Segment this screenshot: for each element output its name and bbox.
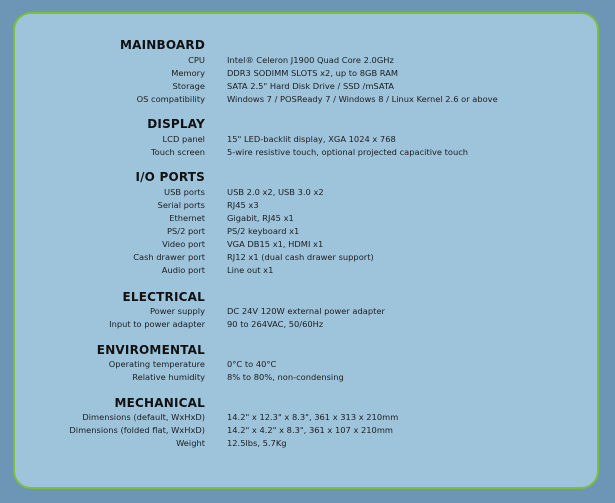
spec-label: Ethernet xyxy=(169,213,205,223)
spec-row-memory xyxy=(0,68,615,81)
spec-value: DC 24V 120W external power adapter xyxy=(227,306,385,316)
spec-row-touch-screen xyxy=(0,147,615,160)
spec-label: Cash drawer port xyxy=(133,252,205,262)
spec-value: 12.5lbs, 5.7Kg xyxy=(227,438,287,448)
spec-row-usb-ports xyxy=(0,187,615,200)
section-title-environmental: ENVIROMENTAL xyxy=(96,343,205,357)
spec-label: Video port xyxy=(162,239,205,249)
spec-value: Intel® Celeron J1900 Quad Core 2.0GHz xyxy=(227,55,394,65)
spec-row-dimensions-folded xyxy=(0,425,615,438)
spec-label: Dimensions (default, WxHxD) xyxy=(82,412,205,422)
spec-value: Line out x1 xyxy=(227,265,274,275)
spec-label: Operating temperature xyxy=(108,359,205,369)
section-title-display: DISPLAY xyxy=(147,117,205,131)
spec-row-operating-temperature xyxy=(0,359,615,372)
spec-value: PS/2 keyboard x1 xyxy=(227,226,300,236)
spec-label: Touch screen xyxy=(150,147,205,157)
spec-row-cpu xyxy=(0,55,615,68)
section-title-io-ports: I/O PORTS xyxy=(135,170,205,184)
spec-row-weight xyxy=(0,438,615,451)
spec-value: 5-wire resistive touch, optional projected capacitive touch xyxy=(227,147,469,157)
spec-label: Storage xyxy=(172,81,205,91)
section-title-mainboard: MAINBOARD xyxy=(119,38,205,52)
spec-row-ethernet xyxy=(0,213,615,226)
spec-label: Power supply xyxy=(149,306,205,316)
spec-label: Dimensions (folded flat, WxHxD) xyxy=(69,425,205,435)
spec-row-dimensions-default xyxy=(0,412,615,425)
spec-row-power-supply xyxy=(0,306,615,319)
spec-label: Serial ports xyxy=(157,200,205,210)
spec-row-storage xyxy=(0,81,615,94)
spec-value: RJ12 x1 (dual cash drawer support) xyxy=(227,252,374,262)
spec-label: Audio port xyxy=(161,265,205,275)
spec-value: 8% to 80%, non-condensing xyxy=(227,372,344,382)
spec-value: DDR3 SODIMM SLOTS x2, up to 8GB RAM xyxy=(227,68,399,78)
spec-value: 0°C to 40°C xyxy=(227,359,277,369)
spec-value: 90 to 264VAC, 50/60Hz xyxy=(227,319,324,329)
spec-row-ps2-port xyxy=(0,226,615,239)
spec-value: RJ45 x3 xyxy=(227,200,259,210)
spec-value: 14.2" x 4.2" x 8.3", 361 x 107 x 210mm xyxy=(227,425,393,435)
spec-label: Input to power adapter xyxy=(109,319,205,329)
spec-value: Gigabit, RJ45 x1 xyxy=(227,213,294,223)
section-title-mechanical: MECHANICAL xyxy=(114,396,205,410)
spec-label: LCD panel xyxy=(162,134,205,144)
spec-value: 15" LED-backlit display, XGA 1024 x 768 xyxy=(227,134,396,144)
spec-row-serial-ports xyxy=(0,200,615,213)
spec-label: Memory xyxy=(171,68,205,78)
spec-value: 14.2" x 12.3" x 8.3", 361 x 313 x 210mm xyxy=(227,412,399,422)
spec-row-relative-humidity xyxy=(0,372,615,385)
spec-label: USB ports xyxy=(164,187,205,197)
spec-row-lcd-panel xyxy=(0,134,615,147)
spec-label: PS/2 port xyxy=(167,226,205,236)
spec-value: SATA 2.5" Hard Disk Drive / SSD /mSATA xyxy=(227,81,394,91)
spec-row-video-port xyxy=(0,239,615,252)
spec-row-input-to-power-adapter xyxy=(0,319,615,332)
spec-value: USB 2.0 x2, USB 3.0 x2 xyxy=(227,187,324,197)
spec-value: VGA DB15 x1, HDMI x1 xyxy=(227,239,324,249)
spec-row-audio-port xyxy=(0,265,615,278)
spec-label: Relative humidity xyxy=(132,372,205,382)
section-title-electrical: ELECTRICAL xyxy=(122,290,205,304)
spec-label: CPU xyxy=(188,55,205,65)
spec-label: Weight xyxy=(176,438,205,448)
spec-row-os-compatibility xyxy=(0,94,615,107)
spec-label: OS compatibility xyxy=(136,94,205,104)
spec-value: Windows 7 / POSReady 7 / Windows 8 / Linux Kernel 2.6 or above xyxy=(227,94,498,104)
spec-row-cash-drawer-port xyxy=(0,252,615,265)
